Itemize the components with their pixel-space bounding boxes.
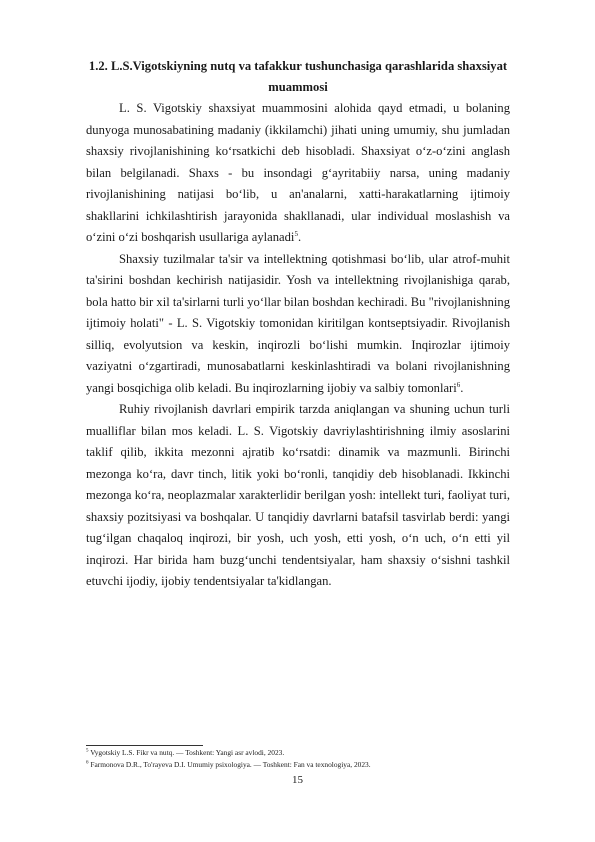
paragraph-text: Ruhiy rivojlanish davrlari empirik tarzda aniqlangan va shuning uchun turli mualliflar bilan mos keladi. L. S. Vigotskiy davriylashtirishning ilmiy asoslarini taklif qilib, ikkita mezonni ajratib ko‘rsatdi: dinamik va mazmunli. Birinchi mezonga ko‘ra, davr tinch, litik yoki bo‘ronli, tanqidiy deb hisoblanadi. Ikkinchi mezonga ko‘ra, neoplazmalar xarakterlidir berilgan yosh: intellekt turi, faoliyat turi, shaxsiy pozitsiyasi va boshqalar. U tanqidiy davrlarni batafsil tasvirlab berdi: yangi tug‘ilgan chaqaloq inqirozi, bir yosh, uch yosh, etti yosh, o‘n uch, o‘n etti yil inqirozi. Har birida ham buzg‘unchi tendentsiyalar, ham shaxsiy o‘sishni tashkil etuvchi ijodiy, ijobiy tendentsiyalar ta'kidlangan. [86, 402, 510, 588]
paragraph-3 [86, 399, 510, 593]
paragraph-end: . [297, 230, 302, 244]
paragraph-end: . [460, 380, 464, 395]
footnote-number: 6 [86, 760, 89, 766]
paragraph-2 [86, 249, 510, 400]
body-text [86, 98, 510, 593]
footnotes [86, 747, 516, 771]
section-heading: 1.2. L.S.Vigotskiyning nutq va tafakkur tushunchasiga qarashlarida shaxsiyat muammosi [88, 59, 508, 94]
paragraph-text: L. S. Vigotskiy shaxsiyat muammosini alohida qayd etmadi, u bolaning dunyoga munosabatining madaniy (ikkilamchi) jihati uning umumiy, shu jumladan shaxsiy rivojlanishining ko‘rsatkichi deb hisobladi. Shaxsiyat o‘z-o‘zini anglash bilan belgilanadi. Shaxs - bu insondagi g‘ayritabiiy narsa, uning madaniy rivojlanishining natijasi bo‘lib, u an'analarni, xatti-harakatlarning ijtimoiy shakllarini ichkilashtirish jarayonida shakllanadi, ular individual moslashish va o‘zini o‘zi boshqarish usullariga aylanadi [86, 101, 510, 244]
footnote-text: Vygotskiy L.S. Fikr va nutq. — Toshkent: Yangi asr avlodi, 2023. [90, 748, 285, 757]
page-number: 15 [292, 774, 303, 786]
paragraph-1 [86, 98, 510, 249]
footnote-ref-5[interactable]: 5 [294, 229, 298, 238]
footnote-text: Farmonova D.R., To'rayeva D.I. Umumiy psixologiya. — Toshkent: Fan va texnologiya, 2023. [90, 760, 371, 769]
footnote-divider [86, 745, 203, 746]
footnote-number: 5 [86, 748, 89, 754]
paragraph-text: Shaxsiy tuzilmalar ta'sir va intellektning qotishmasi bo‘lib, ular atrof-muhit ta'sirini boshdan kechirish natijasidir. Yosh va intellektning rivojlanishiga qarab, bola hatto bir xil ta'sirlarni turli yo‘llar bilan boshdan kechiradi. Bu "rivojlanishning ijtimoiy holati" - L. S. Vigotskiy tomonidan kiritilgan kontseptsiyadir. Rivojlanish silliq, evolyutsion va keskin, inqirozli bo‘lishi mumkin. Inqirozlar ijtimoiy vaziyatni o‘zgartiradi, munosabatlarni keskinlashtiradi va bolani rivojlanishning yangi bosqichiga olib keladi. Bu inqirozlarning ijobiy va salbiy tomonlari [86, 251, 510, 395]
footnote-item [86, 759, 516, 771]
footnote-item [86, 747, 516, 759]
footnote-ref-6[interactable]: 6 [456, 380, 461, 389]
